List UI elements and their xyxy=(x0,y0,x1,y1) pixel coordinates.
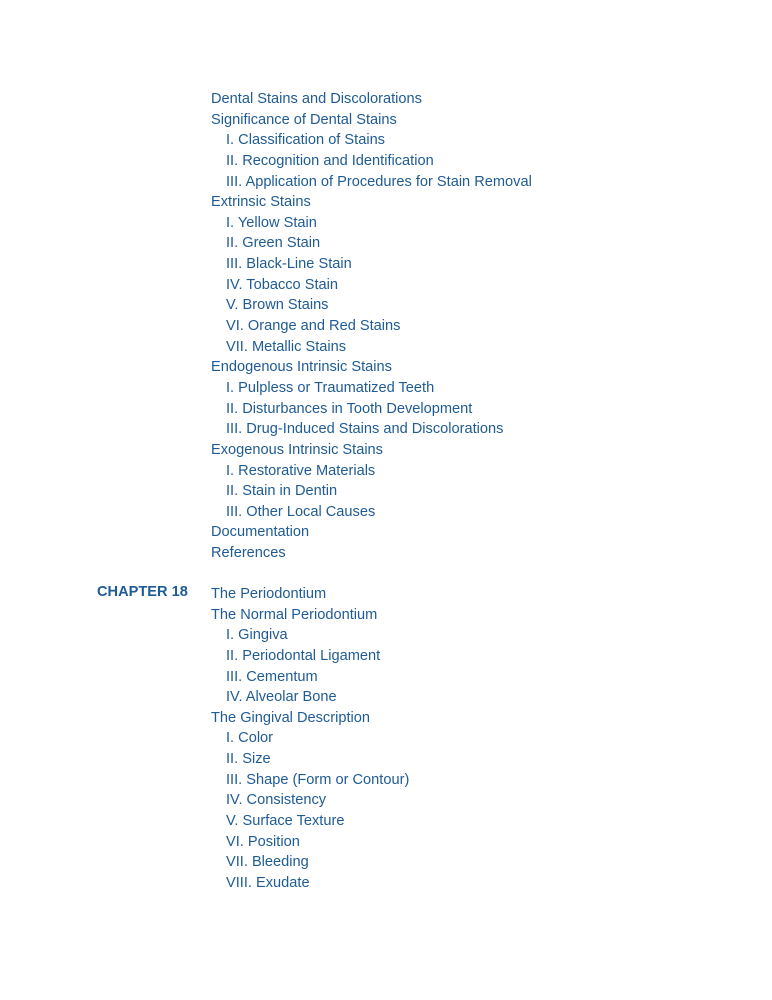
toc-row xyxy=(0,89,772,110)
toc-row xyxy=(0,110,772,131)
toc-link-ii-size[interactable]: II. Size xyxy=(226,751,271,768)
toc-link-iii-cementum[interactable]: III. Cementum xyxy=(226,668,318,685)
toc-row xyxy=(0,151,772,172)
toc-link-iv-tobacco-stain[interactable]: IV. Tobacco Stain xyxy=(226,276,338,293)
toc-row xyxy=(0,399,772,420)
toc-row xyxy=(0,770,772,791)
toc-row xyxy=(0,584,772,605)
toc-row xyxy=(0,130,772,151)
toc-row xyxy=(0,749,772,770)
toc-link-ii-disturbances-in-tooth-development[interactable]: II. Disturbances in Tooth Development xyxy=(226,400,473,417)
toc-link-the-periodontium[interactable]: The Periodontium xyxy=(211,586,327,602)
toc-row xyxy=(0,481,772,502)
toc-row xyxy=(0,502,772,523)
toc-row xyxy=(0,852,772,873)
toc-row xyxy=(0,728,772,749)
toc-link-v-surface-texture[interactable]: V. Surface Texture xyxy=(226,813,345,830)
toc-row xyxy=(0,832,772,853)
toc-row xyxy=(0,295,772,316)
toc-row xyxy=(0,461,772,482)
toc-row xyxy=(0,790,772,811)
toc-row xyxy=(0,708,772,729)
toc-link-iii-other-local-causes[interactable]: III. Other Local Causes xyxy=(226,503,376,520)
toc-row xyxy=(0,522,772,543)
toc-link-ii-periodontal-ligament[interactable]: II. Periodontal Ligament xyxy=(226,647,381,664)
toc-row xyxy=(0,605,772,626)
toc-link-vi-orange-and-red-stains[interactable]: VI. Orange and Red Stains xyxy=(226,318,401,335)
toc-link-ii-green-stain[interactable]: II. Green Stain xyxy=(226,235,321,252)
toc-link-vii-metallic-stains[interactable]: VII. Metallic Stains xyxy=(226,338,347,355)
toc-row xyxy=(0,275,772,296)
toc-row xyxy=(0,192,772,213)
toc-link-references[interactable]: References xyxy=(211,545,286,562)
toc-link-iii-application-of-procedures-for-stain-removal[interactable]: III. Application of Procedures for Stain Removal xyxy=(226,173,532,190)
toc-link-iii-drug-induced-stains-and-discolorations[interactable]: III. Drug-Induced Stains and Discolorations xyxy=(226,421,504,438)
toc-row xyxy=(0,543,772,564)
toc-row xyxy=(0,233,772,254)
toc-link-the-gingival-description[interactable]: The Gingival Description xyxy=(211,709,370,726)
toc-block-continued xyxy=(0,89,772,564)
toc-link-v-brown-stains[interactable]: V. Brown Stains xyxy=(226,297,329,314)
toc-link-ii-recognition-and-identification[interactable]: II. Recognition and Identification xyxy=(226,152,434,169)
toc-row xyxy=(0,378,772,399)
toc-link-iii-black-line-stain[interactable]: III. Black-Line Stain xyxy=(226,256,352,273)
toc-row xyxy=(0,254,772,275)
toc-row xyxy=(0,625,772,646)
toc-row xyxy=(0,811,772,832)
toc-row xyxy=(0,337,772,358)
toc-link-documentation[interactable]: Documentation xyxy=(211,524,310,541)
toc-link-significance-of-dental-stains[interactable]: Significance of Dental Stains xyxy=(211,111,397,128)
chapter-label: CHAPTER 18 xyxy=(97,584,188,600)
toc-row xyxy=(0,667,772,688)
toc-row xyxy=(0,357,772,378)
toc-row xyxy=(0,316,772,337)
toc-link-the-normal-periodontium[interactable]: The Normal Periodontium xyxy=(211,606,378,623)
toc-row xyxy=(0,213,772,234)
toc-link-viii-exudate[interactable]: VIII. Exudate xyxy=(226,874,310,891)
toc-row xyxy=(0,440,772,461)
toc-row xyxy=(0,873,772,894)
toc-link-endogenous-intrinsic-stains[interactable]: Endogenous Intrinsic Stains xyxy=(211,359,392,376)
toc-link-i-gingiva[interactable]: I. Gingiva xyxy=(226,627,288,644)
toc-link-i-restorative-materials[interactable]: I. Restorative Materials xyxy=(226,462,376,479)
toc-row xyxy=(0,419,772,440)
toc-link-iii-shape-form-or-contour[interactable]: III. Shape (Form or Contour) xyxy=(226,771,410,788)
toc-link-ii-stain-in-dentin[interactable]: II. Stain in Dentin xyxy=(226,483,338,500)
toc-link-exogenous-intrinsic-stains[interactable]: Exogenous Intrinsic Stains xyxy=(211,441,383,458)
toc-link-i-yellow-stain[interactable]: I. Yellow Stain xyxy=(226,214,317,231)
toc-link-i-pulpless-or-traumatized-teeth[interactable]: I. Pulpless or Traumatized Teeth xyxy=(226,379,435,396)
toc-row xyxy=(0,646,772,667)
toc-row xyxy=(0,172,772,193)
toc-row xyxy=(0,687,772,708)
toc-link-vi-position[interactable]: VI. Position xyxy=(226,833,300,850)
toc-link-i-classification-of-stains[interactable]: I. Classification of Stains xyxy=(226,132,385,149)
toc-link-dental-stains-and-discolorations[interactable]: Dental Stains and Discolorations xyxy=(211,91,422,107)
toc-link-i-color[interactable]: I. Color xyxy=(226,730,274,747)
toc-link-vii-bleeding[interactable]: VII. Bleeding xyxy=(226,854,309,871)
toc-link-extrinsic-stains[interactable]: Extrinsic Stains xyxy=(211,194,311,211)
toc-link-iv-consistency[interactable]: IV. Consistency xyxy=(226,792,327,809)
toc-block-chapter-18 xyxy=(0,584,772,894)
toc-link-iv-alveolar-bone[interactable]: IV. Alveolar Bone xyxy=(226,689,337,706)
